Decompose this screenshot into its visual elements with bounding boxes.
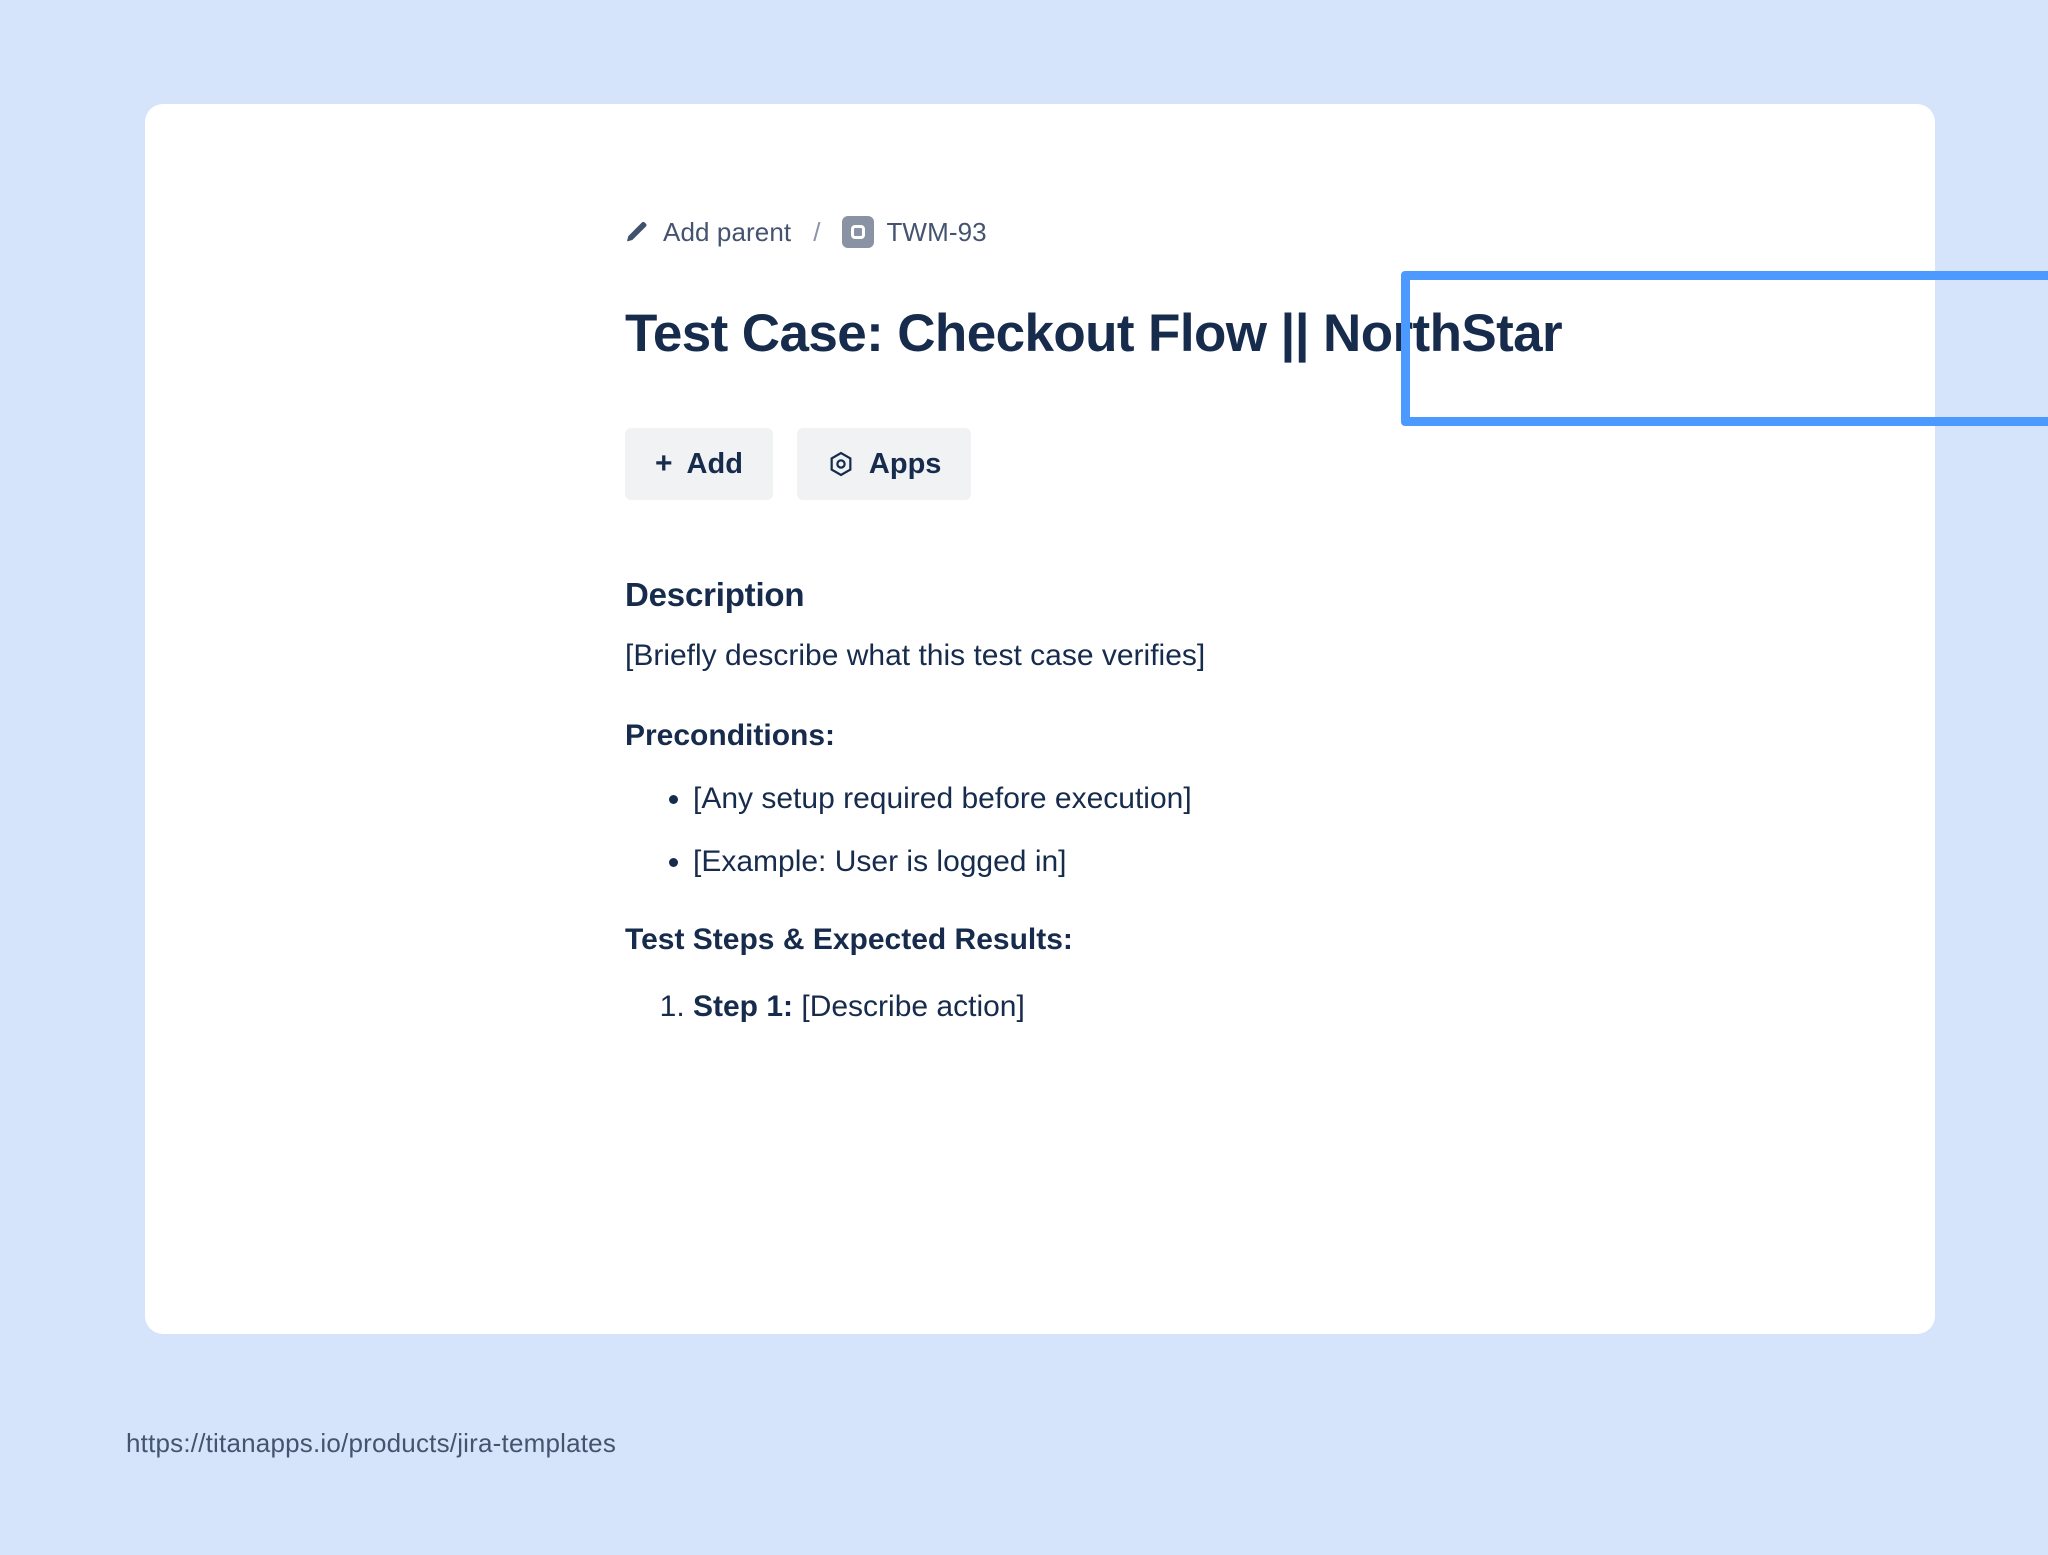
plus-icon: + [655,447,673,480]
footer-url: https://titanapps.io/products/jira-templates [126,1428,617,1458]
task-issue-type-icon [842,216,874,248]
list-item: • [Any setup required before execution] [693,779,1935,818]
list-item: • [Example: User is logged in] [693,842,1935,881]
breadcrumb-separator: / [813,216,821,247]
page-title-row [625,288,1935,380]
step-label: Step 1: [693,989,794,1023]
issue-card [145,104,1935,1334]
test-steps-list [625,987,1935,1026]
preconditions-list [625,779,1935,881]
issue-card-content [145,104,1935,1026]
description-heading: Description [625,576,805,613]
issue-key-link[interactable]: TWM-93 [886,216,987,247]
add-button-label: Add [686,447,743,480]
test-steps-heading: Test Steps & Expected Results: [625,922,1073,956]
description-text[interactable]: [Briefly describe what this test case verifies] [625,639,1206,672]
pencil-icon [623,218,651,246]
breadcrumb [623,214,1935,250]
list-item [693,987,1935,1026]
step-text: [Describe action] [801,989,1025,1023]
preconditions-heading: Preconditions: [625,718,836,752]
apps-icon [827,450,855,478]
action-button-group [625,428,1935,500]
page-title[interactable]: Test Case: Checkout Flow || NorthStar [625,304,1563,363]
add-button[interactable] [625,428,773,500]
add-parent-link[interactable]: Add parent [663,216,792,247]
apps-button-label: Apps [868,447,942,480]
apps-button[interactable] [797,428,972,500]
